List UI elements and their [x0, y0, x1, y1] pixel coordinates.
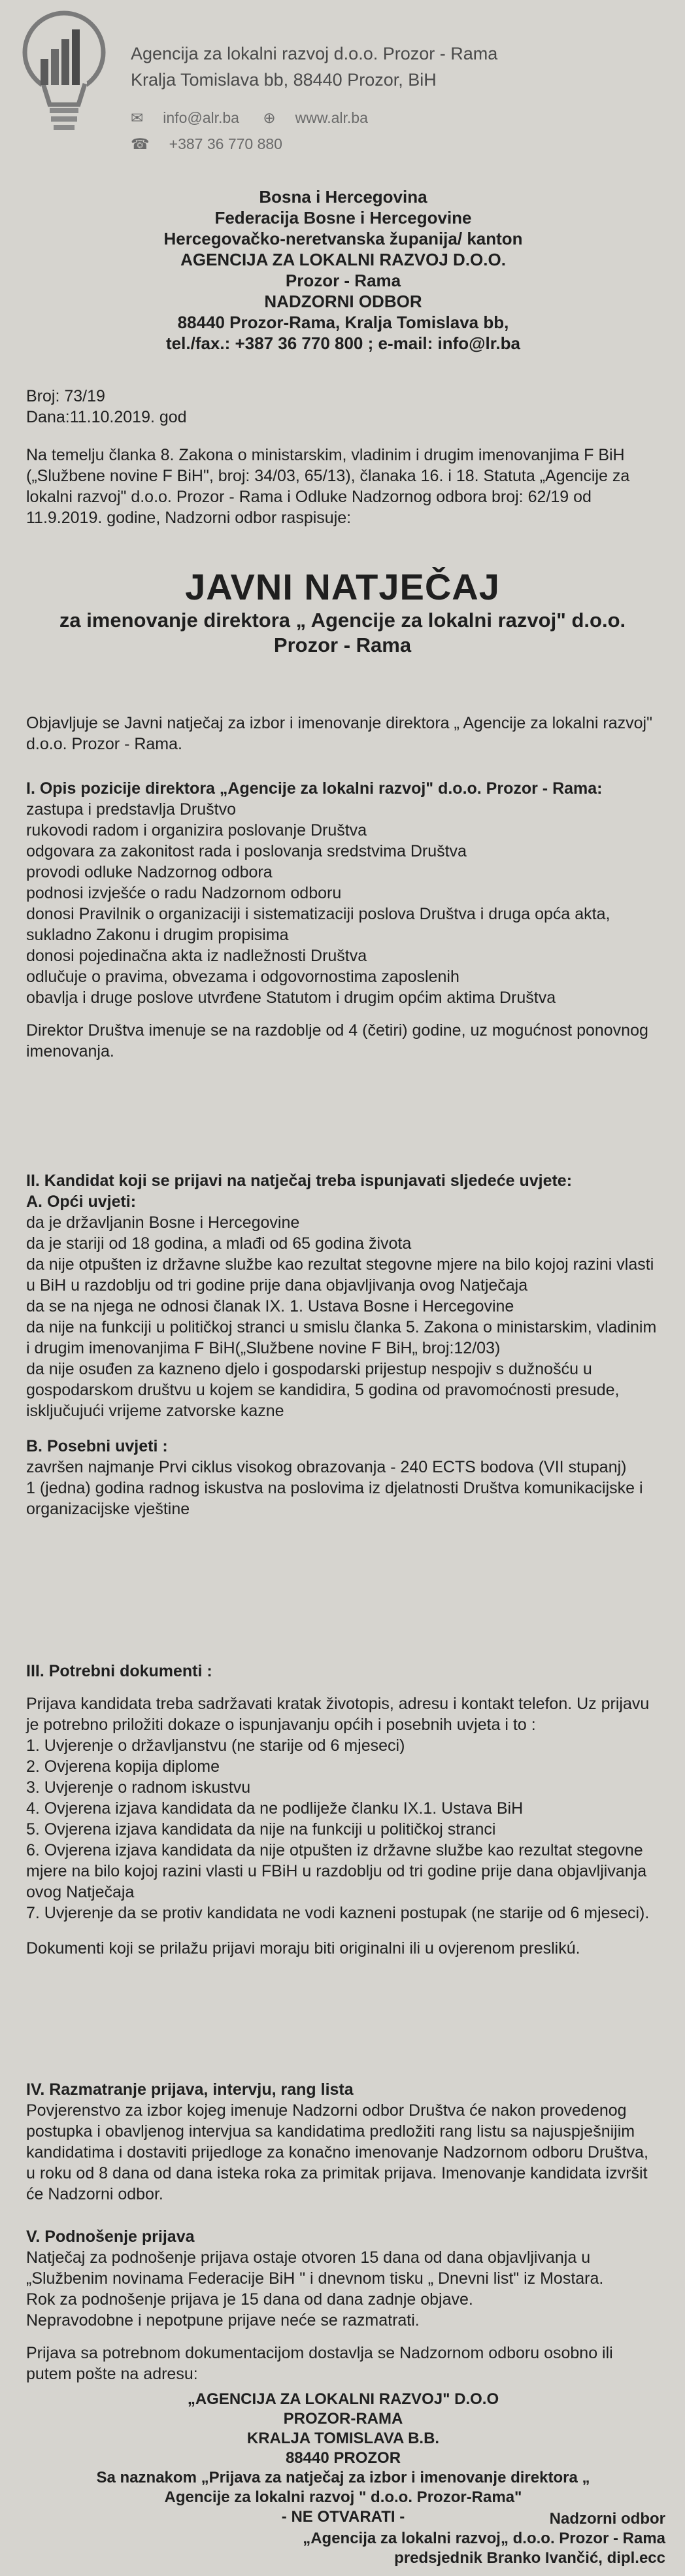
duty-item: donosi Pravilnik o organizaciji i sistematizaciji poslova Društva i druga opća akta, sukladno Zakonu i drugim propisima — [26, 905, 610, 944]
general-conditions-heading: A. Opći uvjeti: — [26, 1193, 137, 1211]
section-5-heading: V. Podnošenje prijava — [26, 2228, 195, 2246]
phone-icon: ☎ — [131, 135, 150, 152]
heading-line: 88440 Prozor-Rama, Kralja Tomislava bb, — [177, 313, 509, 332]
intro-paragraph — [26, 445, 660, 528]
heading-line: tel./fax.: +387 36 770 800 ; e-mail: info@lr.ba — [166, 333, 520, 353]
documents-note: Dokumenti koji se prilažu prijavi moraju biti originalni ili u ovjerenom preslikú. — [26, 1939, 580, 1957]
heading-line: AGENCIJA ZA LOKALNI RAZVOJ D.O.O. — [180, 250, 506, 269]
condition-item: da je stariji od 18 godina, a mlađi od 65 godina života — [26, 1234, 412, 1253]
duty-item: podnosi izvješće o radu Nadzornom odboru — [26, 884, 342, 902]
section-3 — [26, 1661, 660, 1959]
signature-line: predsjednik Branko Ivančić, dipl.ecc — [394, 2549, 665, 2567]
address-line: „AGENCIJA ZA LOKALNI RAZVOJ" D.O.O — [187, 2390, 499, 2408]
heading-line: Federacija Bosne i Hercegovine — [214, 208, 472, 228]
signature-line: „Agencija za lokalni razvoj„ d.o.o. Prozor - Rama — [303, 2530, 665, 2547]
subtitle-line: Prozor - Rama — [273, 634, 412, 656]
reference-block — [26, 386, 660, 428]
heading-line: Hercegovačko-neretvanska županija/ kanton — [163, 229, 523, 248]
section-4 — [26, 2079, 660, 2205]
reference-number: Broj: 73/19 — [26, 387, 105, 405]
signature-line: Nadzorni odbor — [549, 2510, 665, 2528]
special-condition-item: završen najmanje Prvi ciklus visokog obrazovanja - 240 ECTS bodova (VII stupanj) — [26, 1458, 627, 1476]
section-5 — [26, 2226, 660, 2384]
document-item: 4. Ovjerena izjava kandidata da ne podliježe članku IX.1. Ustava BiH — [26, 1799, 524, 1818]
duty-item: odgovara za zakonitost rada i poslovanja sredstvima Društva — [26, 842, 467, 860]
address-line: KRALJA TOMISLAVA B.B. — [246, 2430, 440, 2447]
condition-item: da nije otpušten iz državne službe kao rezultat stegovne mjere na bilo kojoj razini vlasti u BiH u razdoblju od tri godine prije dana objavljivanja ovog Natječaja — [26, 1255, 654, 1295]
duty-item: donosi pojedinačna akta iz nadležnosti Društva — [26, 947, 367, 965]
mailing-address — [26, 2390, 660, 2527]
duty-item: zastupa i predstavlja Društvo — [26, 800, 236, 819]
submission-line: Rok za podnošenje prijava je 15 dana od dana zadnje objave. — [26, 2290, 473, 2309]
document-item: 5. Ovjerena izjava kandidata da nije na funkciji u političkoj stranci — [26, 1820, 496, 1839]
duty-item: rukovodi radom i organizira poslovanje Društva — [26, 821, 367, 839]
document-item: 3. Uvjerenje o radnom iskustvu — [26, 1778, 251, 1797]
document-item: 2. Ovjerena kopija diplome — [26, 1757, 220, 1776]
lightbulb-icon — [12, 7, 116, 144]
address-line: Agencije za lokalni razvoj " d.o.o. Prozor-Rama" — [164, 2488, 522, 2506]
section-1-heading: I. Opis pozicije direktora „Agencije za lokalni razvoj" d.o.o. Prozor - Rama: — [26, 779, 603, 798]
heading-line: NADZORNI ODBOR — [264, 292, 422, 311]
special-condition-item: 1 (jedna) godina radnog iskustva na poslovima iz djelatnosti Društva komunikacijske i organizacijske vještine — [26, 1479, 643, 1518]
issuer-heading — [39, 186, 647, 354]
address-line: 88440 PROZOR — [285, 2449, 401, 2467]
document-item: 1. Uvjerenje o državljanstvu (ne starije od 6 mjeseci) — [26, 1737, 405, 1755]
duty-item: odlučuje o pravima, obvezama i odgovornostima zaposlenih — [26, 968, 459, 986]
logo-text — [131, 41, 497, 93]
documents-intro: Prijava kandidata treba sadržavati kratak životopis, adresu i kontakt telefon. Uz prijavu je potrebno priložiti dokaze o ispunjavanju općih i posebnih uvjeta i to : — [26, 1695, 650, 1734]
address-line: Sa naznakom „Prijava za natječaj za izbor i imenovanje direktora „ — [96, 2469, 590, 2486]
letterhead — [0, 0, 685, 196]
document-subtitle — [0, 608, 685, 658]
logo-line-company: Agencija za lokalni razvoj d.o.o. Prozor - Rama — [131, 44, 498, 63]
heading-line: Prozor - Rama — [285, 271, 401, 290]
heading-line: Bosna i Hercegovina — [259, 187, 427, 207]
globe-icon: ⊕ — [263, 109, 276, 126]
duty-item: obavlja i druge poslove utvrđene Statutom i drugim općim aktima Društva — [26, 989, 556, 1007]
announcement — [26, 713, 660, 754]
logo-phone: +387 36 770 880 — [169, 135, 282, 152]
announcement-text: Objavljuje se Javni natječaj za izbor i imenovanje direktora „ Agencije za lokalni razvoj" d.o.o. Prozor - Rama. — [26, 714, 652, 753]
condition-item: da se na njega ne odnosi članak IX. 1. Ustava Bosne i Hercegovine — [26, 1297, 514, 1315]
duty-item: provodi odluke Nadzornog odbora — [26, 863, 273, 881]
address-line: PROZOR-RAMA — [283, 2410, 403, 2428]
special-conditions-heading: B. Posebni uvjeti : — [26, 1437, 168, 1455]
section-1 — [26, 778, 660, 1062]
submission-line: Natječaj za podnošenje prijava ostaje otvoren 15 dana od dana objavljivanja u „Službenim novinama Federacije BiH " i dnevnom tisku „ Dnevni list" iz Mostara. — [26, 2248, 604, 2288]
envelope-icon: ✉ — [131, 109, 144, 126]
logo-line-address: Kralja Tomislava bb, 88440 Prozor, BiH — [131, 70, 437, 90]
condition-item: da nije osuđen za kazneno djelo i gospodarski prijestup nespojiv s dužnošću u gospodarskom društvu u kojem se kandidira, 5 godina od pravomoćnosti presude, isključujući vrijeme zatvorske kazne — [26, 1360, 620, 1420]
term-text: Direktor Društva imenuje se na razdoblje od 4 (četiri) godine, uz mogućnost ponovnog imenovanja. — [26, 1021, 648, 1060]
section-2-heading: II. Kandidat koji se prijavi na natječaj treba ispunjavati sljedeće uvjete: — [26, 1172, 573, 1190]
submission-line: Nepravodobne i nepotpune prijave neće se razmatrati. — [26, 2311, 420, 2330]
subtitle-line: za imenovanje direktora „ Agencije za lokalni razvoj" d.o.o. — [59, 609, 626, 632]
document-item: 7. Uvjerenje da se protiv kandidata ne vodi kazneni postupak (ne starije od 6 mjeseci). — [26, 1904, 650, 1922]
address-line: - NE OTVARATI - — [281, 2508, 405, 2526]
condition-item: da nije na funkciji u političkoj stranci u smislu članka 5. Zakona o ministarskim, vladinim i drugim imenovanjima F BiH(„Službene novine F BiH„ broj:12/03) — [26, 1318, 657, 1357]
section-4-heading: IV. Razmatranje prijava, intervju, rang lista — [26, 2080, 354, 2099]
logo-email: info@alr.ba — [163, 109, 239, 126]
intro-text: Na temelju članka 8. Zakona o ministarskim, vladinim i drugim imenovanjima F BiH („Službene novine F BiH", broj: 34/03, 65/13), članaka 16. i 18. Statuta „Agencije za lokalni razvoj" d.o.o. Prozor - Rama i Odluke Nadzornog odbora broj: 62/19 od 11.9.2019. godine, Nadzorni odbor raspisuje: — [26, 446, 630, 527]
logo-contacts — [131, 105, 388, 157]
document-title: JAVNI NATJEČAJ — [185, 566, 500, 607]
section-3-heading: III. Potrebni dokumenti : — [26, 1662, 212, 1680]
document-item: 6. Ovjerena izjava kandidata da nije otpušten iz državne službe kao rezultat stegovne mjere na bilo kojoj razini vlasti u FBiH u razdoblju od tri godine prije dana objavljivanja ovog Natječaja — [26, 1841, 647, 1901]
delivery-text: Prijava sa potrebnom dokumentacijom dostavlja se Nadzornom odboru osobno ili putem pošte na adresu: — [26, 2344, 613, 2383]
signature-block — [303, 2509, 665, 2568]
reference-date: Dana:11.10.2019. god — [26, 408, 187, 426]
condition-item: da je državljanin Bosne i Hercegovine — [26, 1213, 300, 1232]
section-2 — [26, 1170, 660, 1519]
logo-web: www.alr.ba — [295, 109, 368, 126]
section-4-text: Povjerenstvo za izbor kojeg imenuje Nadzorni odbor Društva će nakon provedenog postupka i obavljenog intervjua sa kandidatima predložiti rang listu sa najuspješnijim kandidatima i dostaviti prijedloge za konačno imenovanje Nadzornom odboru Društva, u roku od 8 dana od dana isteka roka za primitak prijava. Imenovanje kandidata izvršit će Nadzorni odbor. — [26, 2101, 648, 2203]
